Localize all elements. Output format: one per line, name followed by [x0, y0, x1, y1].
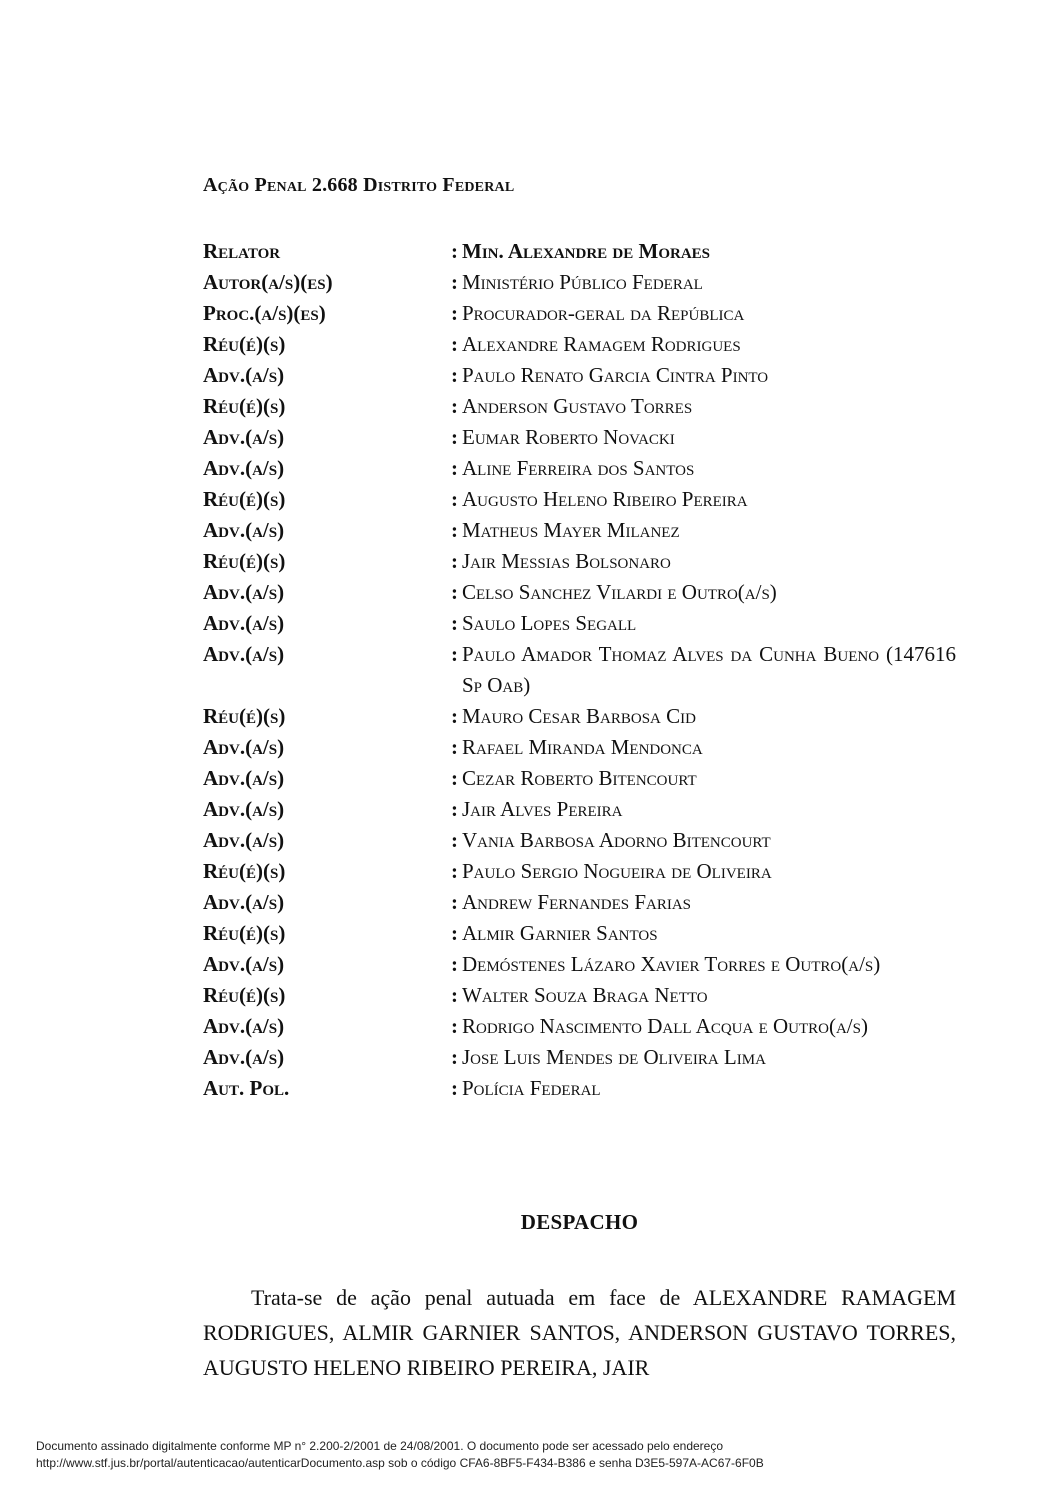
- party-name: Cezar Roberto Bitencourt: [462, 766, 697, 790]
- party-role: Adv.(a/s): [203, 518, 285, 542]
- party-role: Autor(a/s)(es): [203, 270, 333, 294]
- party-row: [203, 608, 956, 639]
- party-role: Adv.(a/s): [203, 952, 285, 976]
- party-name: Alexandre Ramagem Rodrigues: [462, 332, 741, 356]
- party-row: [203, 887, 956, 918]
- party-name: Demóstenes Lázaro Xavier Torres e Outro(a/s): [462, 952, 881, 976]
- party-name: Celso Sanchez Vilardi e Outro(a/s): [462, 580, 777, 604]
- party-row: [203, 546, 956, 577]
- party-separator: :: [451, 735, 458, 759]
- party-name: Aline Ferreira dos Santos: [462, 456, 695, 480]
- party-separator: :: [451, 580, 458, 604]
- party-row: [203, 856, 956, 887]
- party-row: [203, 794, 956, 825]
- party-name: Paulo Renato Garcia Cintra Pinto: [462, 363, 769, 387]
- party-separator: :: [451, 425, 458, 449]
- party-separator: :: [451, 394, 458, 418]
- party-name: Mauro Cesar Barbosa Cid: [462, 704, 696, 728]
- party-row: [203, 453, 956, 484]
- party-role: Adv.(a/s): [203, 828, 285, 852]
- party-separator: :: [451, 1076, 458, 1100]
- party-row: [203, 1073, 956, 1104]
- party-separator: :: [451, 797, 458, 821]
- party-role: Réu(é)(s): [203, 487, 286, 511]
- party-role: Adv.(a/s): [203, 425, 285, 449]
- party-role: Relator: [203, 239, 281, 263]
- party-separator: :: [451, 611, 458, 635]
- party-separator: :: [451, 642, 458, 666]
- party-row: [203, 484, 956, 515]
- party-role: Réu(é)(s): [203, 549, 286, 573]
- party-name: Paulo Amador Thomaz Alves da Cunha Bueno (147616 Sp Oab): [462, 642, 956, 697]
- party-role: Adv.(a/s): [203, 642, 285, 666]
- party-separator: :: [451, 332, 458, 356]
- party-separator: :: [451, 363, 458, 387]
- party-row: [203, 577, 956, 608]
- party-role: Adv.(a/s): [203, 1014, 285, 1038]
- party-name: Matheus Mayer Milanez: [462, 518, 680, 542]
- party-separator: :: [451, 456, 458, 480]
- party-separator: :: [451, 487, 458, 511]
- party-name: Jair Alves Pereira: [462, 797, 623, 821]
- party-row: [203, 267, 956, 298]
- party-role: Adv.(a/s): [203, 890, 285, 914]
- party-name: Ministério Público Federal: [462, 270, 703, 294]
- party-role: Réu(é)(s): [203, 983, 286, 1007]
- party-row: [203, 391, 956, 422]
- party-separator: :: [451, 301, 458, 325]
- party-role: Aut. Pol.: [203, 1076, 290, 1100]
- party-separator: :: [451, 890, 458, 914]
- party-name: Min. Alexandre de Moraes: [462, 239, 711, 263]
- party-separator: :: [451, 239, 458, 263]
- party-role: Adv.(a/s): [203, 580, 285, 604]
- party-name: Vania Barbosa Adorno Bitencourt: [462, 828, 771, 852]
- party-row: [203, 763, 956, 794]
- party-separator: :: [451, 1014, 458, 1038]
- party-role: Réu(é)(s): [203, 859, 286, 883]
- party-name: Anderson Gustavo Torres: [462, 394, 693, 418]
- party-row: [203, 949, 956, 980]
- party-name: Paulo Sergio Nogueira de Oliveira: [462, 859, 772, 883]
- party-role: Réu(é)(s): [203, 921, 286, 945]
- party-role: Adv.(a/s): [203, 797, 285, 821]
- party-row: [203, 1011, 956, 1042]
- party-separator: :: [451, 828, 458, 852]
- party-role: Adv.(a/s): [203, 766, 285, 790]
- party-separator: :: [451, 549, 458, 573]
- footer-line: Documento assinado digitalmente conforme MP n° 2.200-2/2001 de 24/08/2001. O documento pode ser acessado pelo endereço: [36, 1439, 724, 1453]
- party-row: [203, 515, 956, 546]
- party-separator: :: [451, 766, 458, 790]
- party-role: Adv.(a/s): [203, 456, 285, 480]
- footer-line: http://www.stf.jus.br/portal/autenticacao/autenticarDocumento.asp sob o código CFA6-8BF5-F434-B386 e senha D3E5-597A-AC67-6F0B: [36, 1456, 764, 1470]
- party-role: Adv.(a/s): [203, 1045, 285, 1069]
- party-separator: :: [451, 518, 458, 542]
- party-name: Jair Messias Bolsonaro: [462, 549, 671, 573]
- party-role: Adv.(a/s): [203, 611, 285, 635]
- party-role: Réu(é)(s): [203, 332, 286, 356]
- party-name: Procurador-geral da República: [462, 301, 745, 325]
- party-role: Adv.(a/s): [203, 735, 285, 759]
- party-row: [203, 639, 956, 701]
- party-name: Walter Souza Braga Netto: [462, 983, 708, 1007]
- body-paragraph: Trata-se de ação penal autuada em face de ALEXANDRE RAMAGEM RODRIGUES, ALMIR GARNIER SANTOS, ANDERSON GUSTAVO TORRES, AUGUSTO HELENO RIBEIRO PEREIRA, JAIR: [203, 1285, 956, 1380]
- party-separator: :: [451, 270, 458, 294]
- party-row: [203, 825, 956, 856]
- party-separator: :: [451, 1045, 458, 1069]
- party-role: Proc.(a/s)(es): [203, 301, 326, 325]
- party-row: [203, 1042, 956, 1073]
- party-row: [203, 298, 956, 329]
- parties-list: [203, 236, 956, 1104]
- party-name: Eumar Roberto Novacki: [462, 425, 675, 449]
- party-row: [203, 329, 956, 360]
- party-role: Réu(é)(s): [203, 704, 286, 728]
- party-row: [203, 360, 956, 391]
- section-heading: DESPACHO: [520, 1210, 639, 1234]
- party-name: Augusto Heleno Ribeiro Pereira: [462, 487, 748, 511]
- party-separator: :: [451, 921, 458, 945]
- party-row: [203, 701, 956, 732]
- party-separator: :: [451, 704, 458, 728]
- party-name: Rafael Miranda Mendonca: [462, 735, 703, 759]
- party-name: Saulo Lopes Segall: [462, 611, 637, 635]
- party-name: Polícia Federal: [462, 1076, 601, 1100]
- party-role: Adv.(a/s): [203, 363, 285, 387]
- party-row-relator: [203, 236, 956, 267]
- party-name: Almir Garnier Santos: [462, 921, 658, 945]
- party-name: Rodrigo Nascimento Dall Acqua e Outro(a/s): [462, 1014, 868, 1038]
- party-row: [203, 918, 956, 949]
- party-separator: :: [451, 952, 458, 976]
- party-name: Andrew Fernandes Farias: [462, 890, 692, 914]
- signature-footer: [36, 1438, 764, 1472]
- party-separator: :: [451, 983, 458, 1007]
- document-title: Ação Penal 2.668 Distrito Federal: [203, 174, 515, 196]
- party-separator: :: [451, 859, 458, 883]
- party-row: [203, 980, 956, 1011]
- party-row: [203, 422, 956, 453]
- party-name: Jose Luis Mendes de Oliveira Lima: [462, 1045, 766, 1069]
- party-row: [203, 732, 956, 763]
- party-role: Réu(é)(s): [203, 394, 286, 418]
